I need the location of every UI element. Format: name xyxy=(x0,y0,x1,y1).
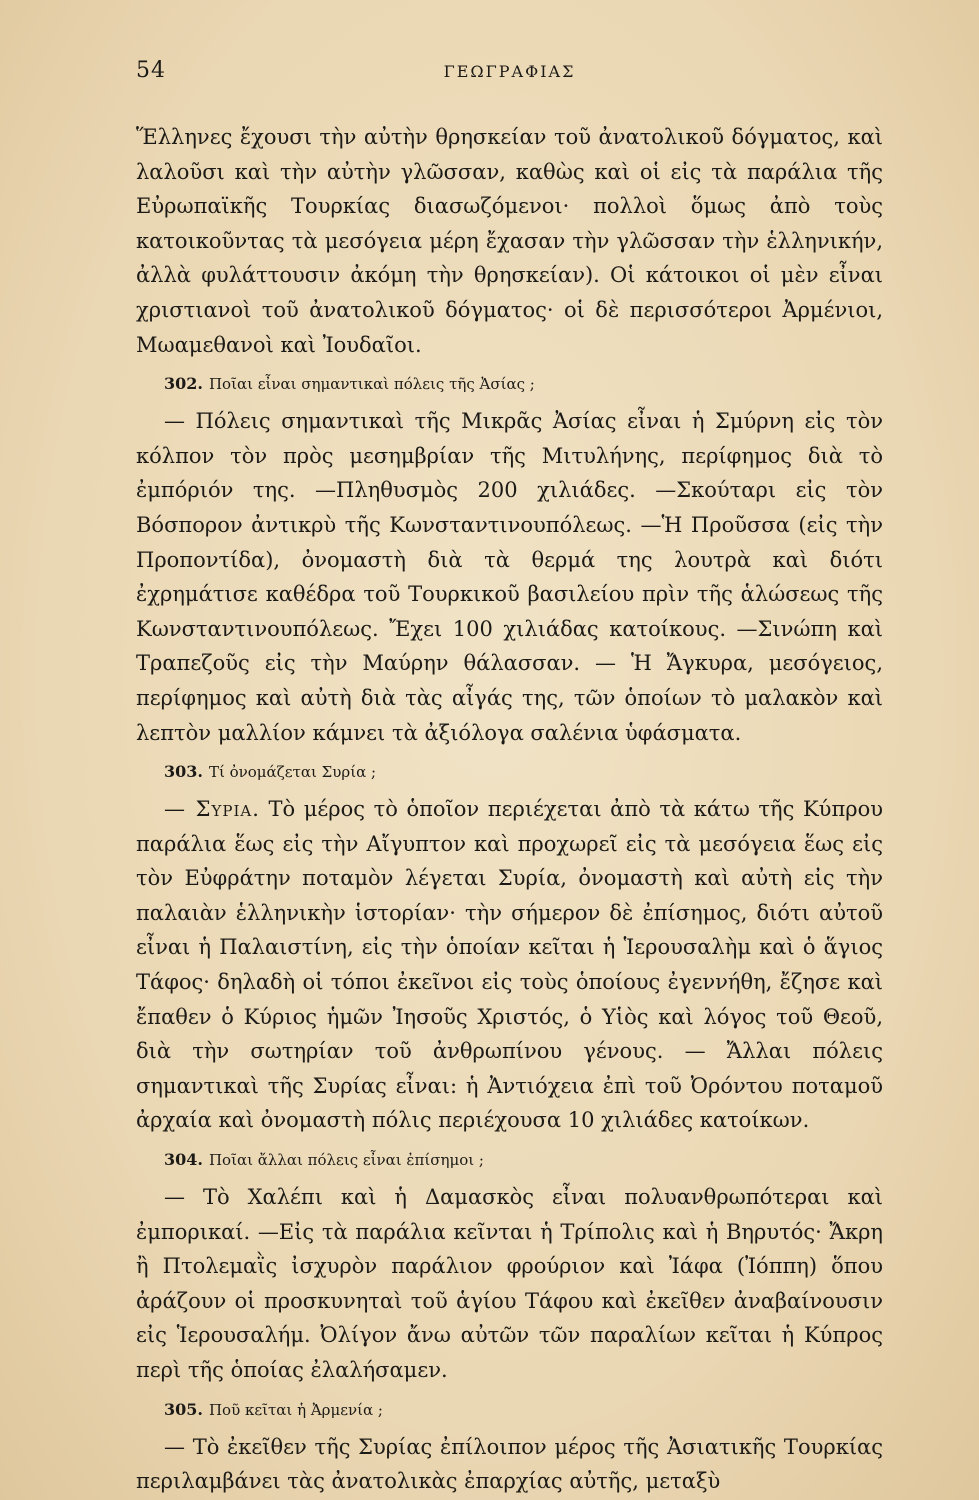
question-304 xyxy=(164,1148,883,1172)
question-303 xyxy=(164,760,883,784)
question-number: 305. xyxy=(164,1399,203,1419)
answer-302: — Πόλεις σημαντικαὶ τῆς Μικρᾶς Ἀσίας εἶναι ἡ Σμύρνη εἰς τὸν κόλπον τὸν πρὸς μεσημβρίαν τῆς Μιτυλήνης, περίφημος διὰ τὸ ἐμπόριόν της. —Πληθυσμὸς 200 χιλιάδες. —Σκούταρι εἰς τὸν Βόσπορον ἀντικρὺ τῆς Κωνσταντινουπόλεως. —Ἡ Προῦσσα (εἰς τὴν Προποντίδα), ὀνομαστὴ διὰ τὰ θερμά της λουτρὰ καὶ διότι ἐχρημάτισε καθέδρα τοῦ Τουρκικοῦ βασιλείου πρὶν τῆς ἁλώσεως τῆς Κωνσταντινουπόλεως. Ἔχει 100 χιλιάδας κατοίκους. —Σινώπη καὶ Τραπεζοῦς εἰς τὴν Μαύρην θάλασσαν. — Ἡ Ἄγκυρα, μεσόγειος, περίφημος καὶ αὐτὴ διὰ τὰς αἶγάς της, τῶν ὁποίων τὸ μαλακὸν καὶ λεπτὸν μαλλίον κάμνει τὰ ἀξιόλογα σαλένια ὑφάσματα. xyxy=(136,409,883,745)
question-text: Ποῖαι εἶναι σημαντικαὶ πόλεις τῆς Ἀσίας ; xyxy=(208,375,535,394)
page-header xyxy=(136,58,883,98)
section-305 xyxy=(136,1398,883,1499)
question-text: Τί ὀνομάζεται Συρία ; xyxy=(208,763,377,782)
question-302 xyxy=(164,372,883,396)
answer-lead: — Συρια. xyxy=(164,797,260,822)
question-number: 302. xyxy=(164,374,203,394)
answer-303 xyxy=(136,792,883,1138)
answer-305: — Τὸ ἐκεῖθεν τῆς Συρίας ἐπίλοιπον μέρος τῆς Ἀσιατικῆς Τουρκίας περιλαμβάνει τὰς ἀνατολικὰς ἐπαρχίας αὐτῆς, μεταξὺ xyxy=(136,1434,883,1494)
section-304 xyxy=(136,1148,883,1388)
question-number: 303. xyxy=(164,762,203,782)
answer-text: Τὸ μέρος τὸ ὁποῖον περιέχεται ἀπὸ τὰ κάτω τῆς Κύπρου παράλια ἕως εἰς τὴν Αἴγυπτον καὶ προχωρεῖ εἰς τὰ μεσόγεια ἕως εἰς τὸν Εὐφράτην ποταμὸν λέγεται Συρία, ὀνομαστὴ καὶ αὐτὴ εἰς τὴν παλαιὰν ἑλληνικὴν ἱστορίαν· τὴν σήμερον δὲ ἐπίσημος, διότι αὐτοῦ εἶναι ἡ Παλαιστίνη, εἰς τὴν ὁποίαν κεῖται ἡ Ἱερουσαλὴμ καὶ ὁ ἅγιος Τάφος· δηλαδὴ οἱ τόποι ἐκεῖνοι εἰς τοὺς ὁποίους ἐγεννήθη, ἔζησε καὶ ἔπαθεν ὁ Κύριος ἡμῶν Ἰησοῦς Χριστός, ὁ Υἱὸς καὶ λόγος τοῦ Θεοῦ, διὰ τὴν σωτηρίαν τοῦ ἀνθρωπίνου γένους. — Ἄλλαι πόλεις σημαντικαὶ τῆς Συρίας εἶναι: ἡ Ἀντιόχεια ἐπὶ τοῦ Ὀρόντου ποταμοῦ ἀρχαία καὶ ὀνομαστὴ πόλις περιέχουσα 10 χιλιάδες κατοίκων. xyxy=(136,797,883,1133)
page-number: 54 xyxy=(136,58,166,83)
answer-304: — Τὸ Χαλέπι καὶ ἡ Δαμασκὸς εἶναι πολυανθρωπότεραι καὶ ἐμπορικαί. —Εἰς τὰ παράλια κεῖνται ἡ Τρίπολις καὶ ἡ Βηρυτός· Ἄκρη ἢ Πτολεμαῒς ἰσχυρὸν παράλιον φρούριον καὶ Ἰάφα (Ἰόππη) ὅπου ἀράζουν οἱ προσκυνηταὶ τοῦ ἁγίου Τάφου καὶ ἐκεῖθεν ἀναβαίνουσιν εἰς Ἱερουσαλήμ. Ὀλίγον ἄνω αὐτῶν τῶν παραλίων κεῖται ἡ Κύπρος περὶ τῆς ὁποίας ἐλαλήσαμεν. xyxy=(136,1185,883,1382)
question-text: Ποῦ κεῖται ἡ Ἀρμενία ; xyxy=(208,1400,383,1419)
section-302 xyxy=(136,372,883,750)
question-text: Ποῖαι ἄλλαι πόλεις εἶναι ἐπίσημοι ; xyxy=(208,1151,484,1170)
question-number: 304. xyxy=(164,1150,203,1170)
running-title: ΓΕΩΓΡΑΦΙΑΣ xyxy=(443,62,576,81)
section-303 xyxy=(136,760,883,1138)
intro-paragraph: Ἕλληνες ἔχουσι τὴν αὐτὴν θρησκείαν τοῦ ἀνατολικοῦ δόγματος, καὶ λαλοῦσι καὶ τὴν αὐτὴν γλῶσσαν, καθὼς καὶ οἱ εἰς τὰ παράλια τῆς Εὐρωπαϊκῆς Τουρκίας διασωζόμενοι· πολλοὶ ὅμως ἀπὸ τοὺς κατοικοῦντας τὰ μεσόγεια μέρη ἔχασαν τὴν γλῶσσαν τὴν ἑλληνικήν, ἀλλὰ φυλάττουσιν ἀκόμη τὴν θρησκείαν). Οἱ κάτοικοι οἱ μὲν εἶναι χριστιανοὶ τοῦ ἀνατολικοῦ δόγματος· οἱ δὲ περισσότεροι Ἀρμένιοι, Μωαμεθανοὶ καὶ Ἰουδαῖοι. xyxy=(136,125,883,357)
question-305 xyxy=(164,1398,883,1422)
